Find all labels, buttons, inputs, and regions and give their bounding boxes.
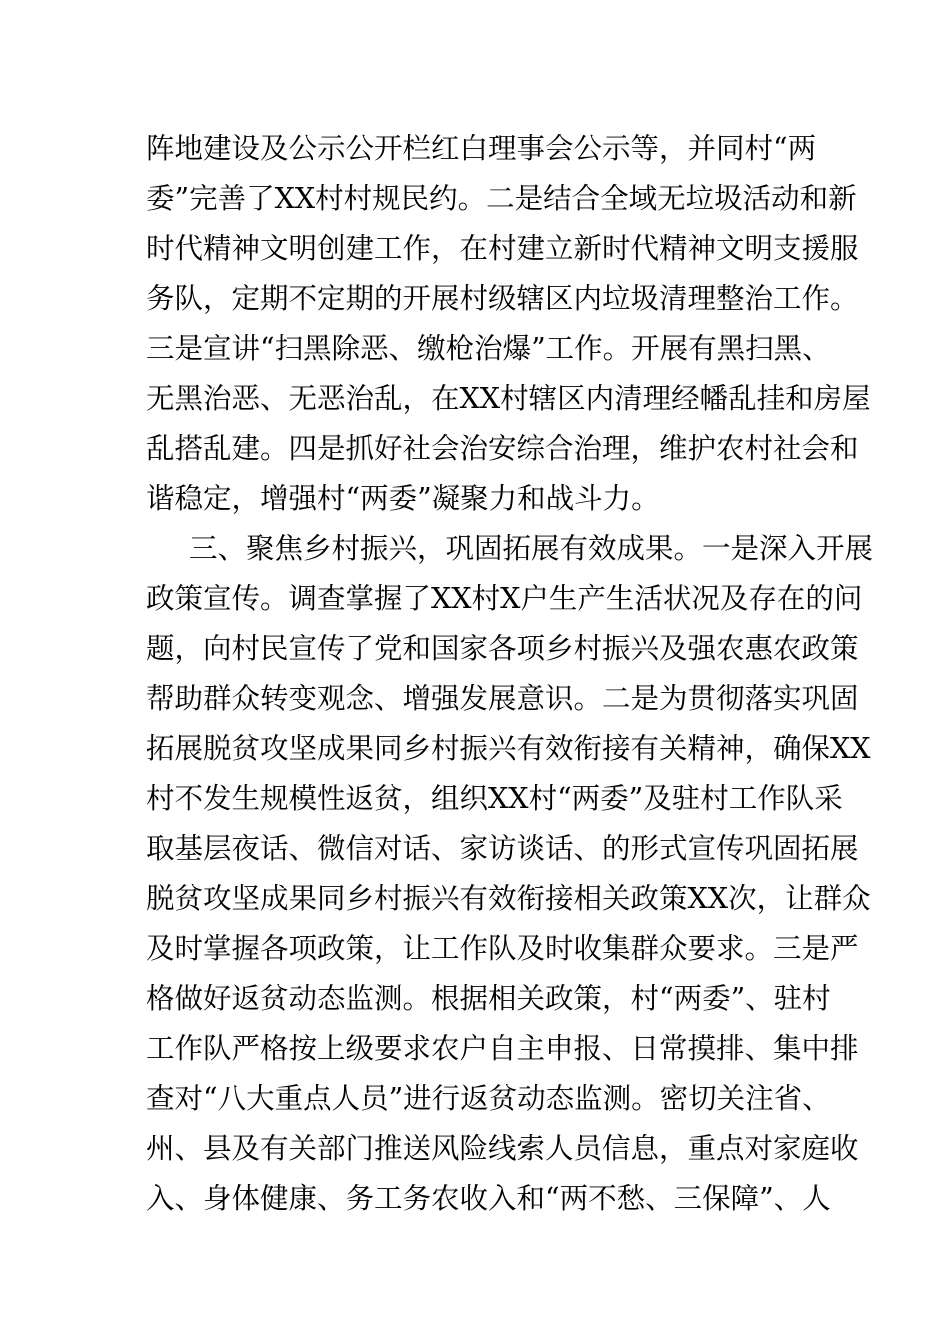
text-line: 三是宣讲“扫黑除恶、缴枪治爆”工作。开展有黑扫黑、 [146, 332, 831, 365]
text-line: 工作队严格按上级要求农户自主申报、日常摸排、集中排 [146, 1032, 859, 1065]
text-line: 格做好返贫动态监测。根据相关政策，村“两委”、驻村 [146, 982, 831, 1015]
text-line: 村不发生规模性返贫，组织XX村“两委”及驻村工作队采 [146, 782, 843, 815]
text-line: 帮助群众转变观念、增强发展意识。二是为贯彻落实巩固 [146, 682, 859, 715]
text-line: 谐稳定，增强村“两委”凝聚力和战斗力。 [146, 482, 660, 515]
text-line: 州、县及有关部门推送风险线索人员信息，重点对家庭收 [146, 1132, 859, 1165]
paragraph-1 [146, 124, 871, 524]
text-line: 时代精神文明创建工作，在村建立新时代精神文明支援服 [146, 232, 859, 265]
text-line: 务队，定期不定期的开展村级辖区内垃圾清理整治工作。 [146, 282, 859, 315]
text-line: 无黑治恶、无恶治乱，在XX村辖区内清理经幡乱挂和房屋 [146, 382, 871, 415]
text-line: 拓展脱贫攻坚成果同乡村振兴有效衔接有关精神，确保XX [146, 732, 871, 765]
text-line: 乱搭乱建。四是抓好社会治安综合治理，维护农村社会和 [146, 432, 859, 465]
text-line: 政策宣传。调查掌握了XX村X户生产生活状况及存在的问 [146, 582, 863, 615]
document-body [146, 124, 874, 1224]
text-line: 脱贫攻坚成果同乡村振兴有效衔接相关政策XX次，让群众 [146, 882, 871, 915]
text-line: 及时掌握各项政策，让工作队及时收集群众要求。三是严 [146, 932, 859, 965]
paragraph-2 [146, 524, 874, 1224]
text-line: 题，向村民宣传了党和国家各项乡村振兴及强农惠农政策 [146, 632, 859, 665]
section-heading-line: 三、聚焦乡村振兴，巩固拓展有效成果。一是深入开展 [189, 532, 874, 565]
text-line: 委”完善了XX村村规民约。二是结合全域无垃圾活动和新 [146, 182, 857, 215]
text-line: 取基层夜话、微信对话、家访谈话、的形式宣传巩固拓展 [146, 832, 859, 865]
text-line: 查对“八大重点人员”进行返贫动态监测。密切关注省、 [146, 1082, 831, 1115]
text-line: 阵地建设及公示公开栏红白理事会公示等，并同村“两 [146, 132, 817, 165]
text-line: 入、身体健康、务工务农收入和“两不愁、三保障”、人 [146, 1182, 831, 1215]
